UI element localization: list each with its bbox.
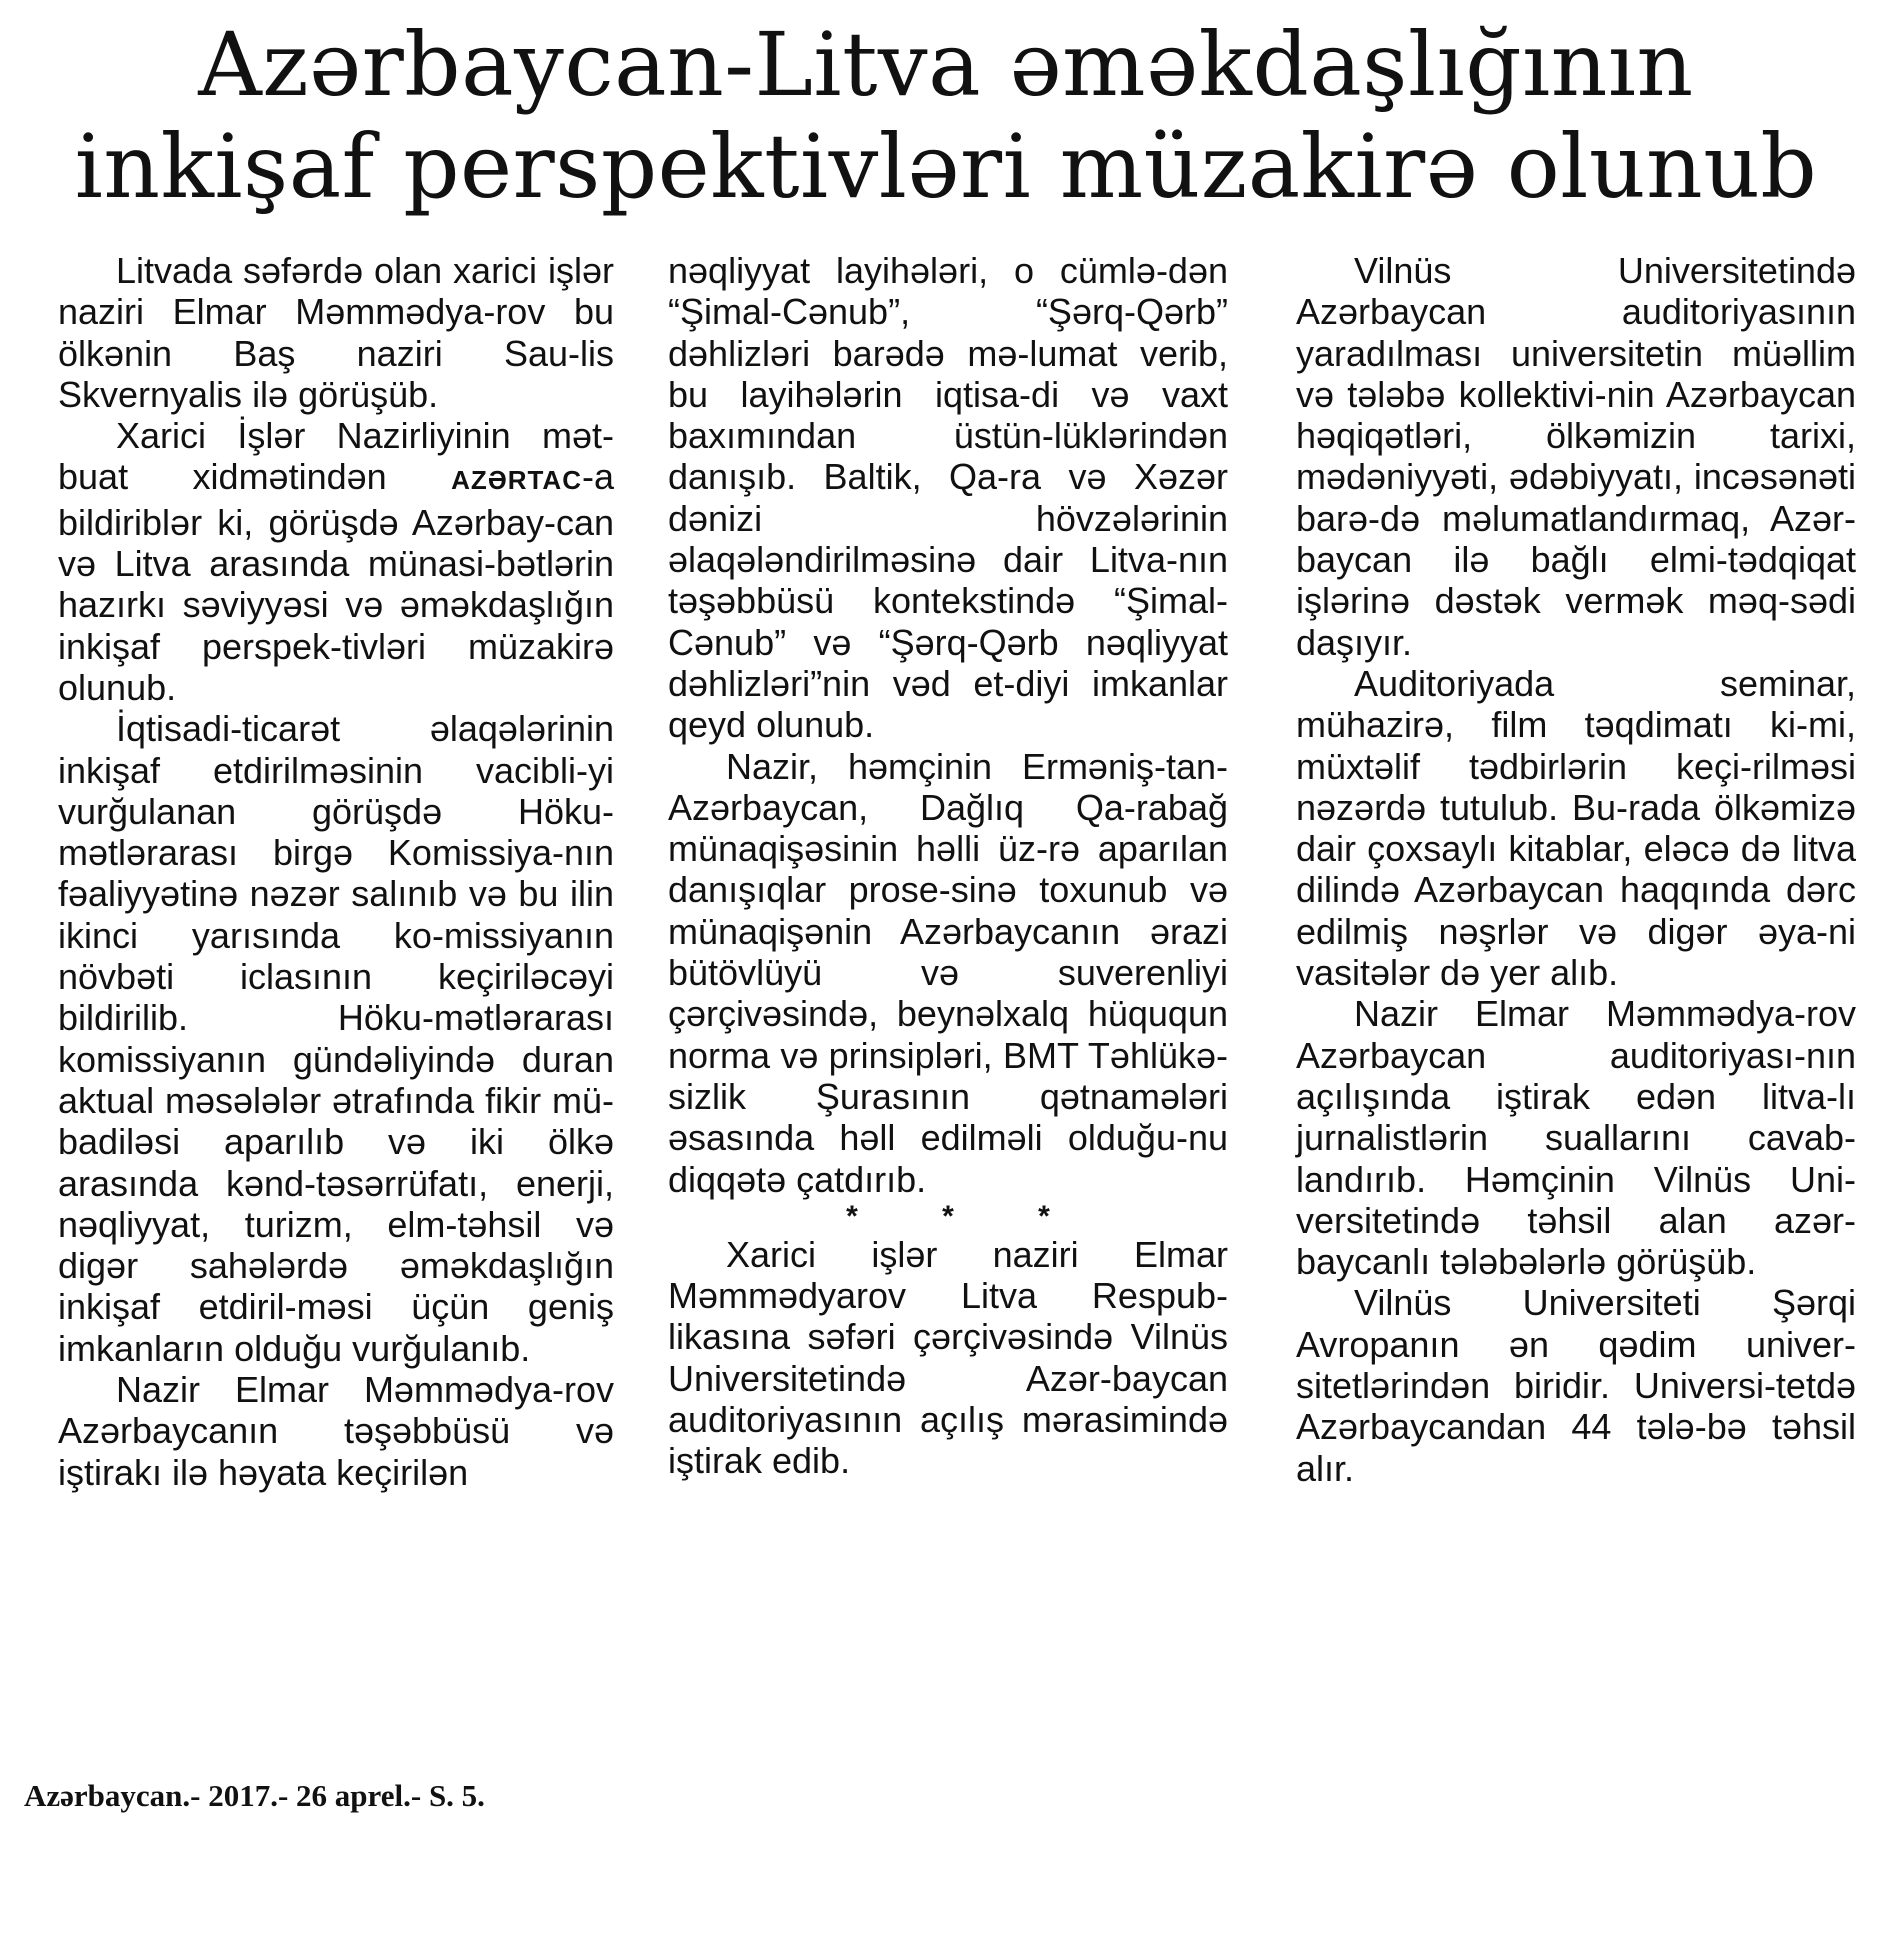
paragraph: Auditoriyada seminar, mühazirə, film təqdimatı ki-mi, müxtəlif tədbirlərin keçi-rilməsi nəzərdə tutulub. Bu-rada ölkəmizə dair çoxsaylı kitablar, eləcə də litva dilində Azərbaycan haqqında dərc edilmiş nəşrlər və digər əya-ni vasitələr də yer alıb. (1296, 662, 1856, 994)
paragraph: İqtisadi-ticarət əlaqələrinin inkişaf etdirilməsinin vacibli-yi vurğulanan görüşdə Höku-mətlərarası birgə Komissiya-nın fəaliyyətinə nəzər salınıb və bu ilin ikinci yarısında ko-missiyanın növbəti iclasının keçiriləcəyi bildirilib. Höku-mətlərarası komissiyanın gündəliyində duran aktual məsələlər ətrafında fikir mü-badiləsi aparılıb və iki ölkə arasında kənd-təsərrüfatı, enerji, nəqliyyat, turizm, elm-təhsil və digər sahələrdə əməkdaşlığın inkişaf etdiril-məsi üçün geniş imkanların olduğu vurğulanıb. (58, 708, 614, 1369)
article-headline (40, 14, 1852, 218)
paragraph: Vilnüs Universiteti Şərqi Avropanın ən qədim univer-sitetlərindən biridir. Universi-tetdə Azərbaycandan 44 tələ-bə təhsil alır. (1296, 1282, 1856, 1489)
paragraph-text: -a bildiriblər ki, görüşdə Azərbay-can və Litva arasında münasi-bətlərin hazırkı səviyyəsi və əməkdaşlığın inkişaf perspek-tivləri müzakirə olunub. (58, 456, 614, 708)
paragraph: Xarici işlər naziri Elmar Məmmədyarov Litva Respub-likasına səfəri çərçivəsində Vilnüs Universitetində Azər-baycan auditoriyasının açılış mərasimində iştirak edib. (668, 1233, 1228, 1482)
headline-line-1: Azərbaycan-Litva əməkdaşlığının (198, 13, 1694, 116)
paragraph: Nazir Elmar Məmmədya-rov Azərbaycanın təşəbbüsü və iştirakı ilə həyata keçirilən (58, 1369, 614, 1493)
source-citation: Azərbaycan.- 2017.- 26 aprel.- S. 5. (24, 1778, 485, 1813)
article-column-3 (1296, 250, 1856, 1489)
paragraph: Nazir, həmçinin Erməniş-tan-Azərbaycan, Dağlıq Qa-rabağ münaqişəsinin həlli üz-rə aparılan danışıqlar prose-sinə toxunub və münaqişənin Azərbaycanın ərazi bütövlüyü və suverenliyi çərçivəsində, beynəlxalq hüququn norma və prinsipləri, BMT Təhlükə-sizlik Şurasının qətnamələri əsasında həll edilməli olduğu-nu diqqətə çatdırıb. (668, 745, 1228, 1200)
article-column-1 (58, 250, 614, 1493)
paragraph (58, 415, 614, 708)
paragraph: nəqliyyat layihələri, o cümlə-dən “Şimal-Cənub”, “Şərq-Qərb” dəhlizləri barədə mə-lumat verib, bu layihələrin iqtisa-di və vaxt baxımından üstün-lüklərindən danışıb. Baltik, Qa-ra və Xəzər dənizi hövzələrinin əlaqələndirilməsinə dair Litva-nın təşəbbüsü kontekstində “Şimal-Cənub” və “Şərq-Qərb nəqliyyat dəhlizləri”nin vəd et-diyi imkanlar qeyd olunub. (668, 250, 1228, 746)
article-column-2 (668, 250, 1228, 1482)
paragraph: Litvada səfərdə olan xarici işlər naziri Elmar Məmmədya-rov bu ölkənin Baş naziri Sau-lis Skvernyalis ilə görüşüb. (58, 250, 614, 415)
headline-line-2: inkişaf perspektivləri müzakirə olunub (74, 115, 1818, 218)
paragraph: Nazir Elmar Məmmədya-rov Azərbaycan auditoriyası-nın açılışında iştirak edən litva-lı jurnalistlərin suallarını cavab-landırıb. Həmçinin Vilnüs Uni-versitetində təhsil alan azər-baycanlı tələbələrlə görüşüb. (1296, 993, 1856, 1283)
paragraph: Vilnüs Universitetində Azərbaycan auditoriyasının yaradılması universitetin müəllim və tələbə kollektivi-nin Azərbaycan həqiqətləri, ölkəmizin tarixi, mədəniyyəti, ədəbiyyatı, incəsənəti barə-də məlumatlandırmaq, Azər-baycan ilə bağlı elmi-tədqiqat işlərinə dəstək vermək məq-sədi daşıyır. (1296, 250, 1856, 663)
section-separator: * * * (846, 1199, 1088, 1233)
paragraph-text: Xarici İşlər Nazirliyinin mət-buat xidmətindən (58, 415, 614, 498)
agency-name: AZƏRTAC (451, 465, 582, 496)
